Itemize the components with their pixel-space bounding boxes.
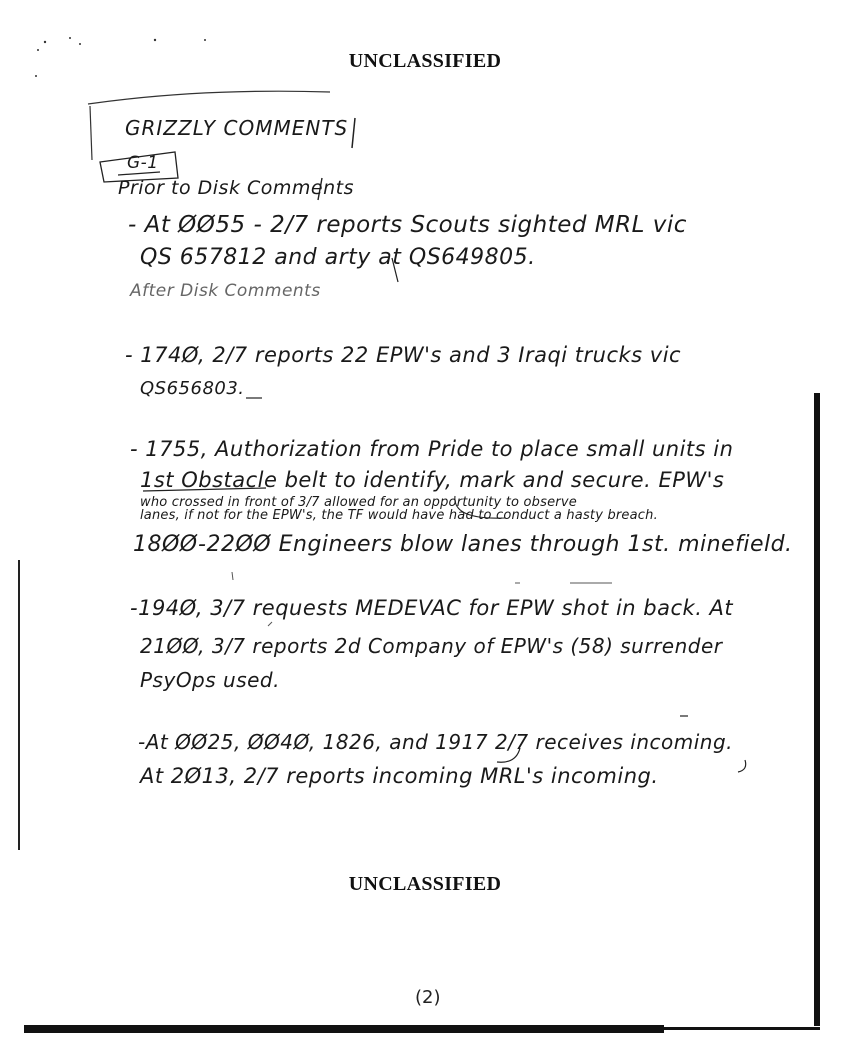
entry-2-line-2: QS656803.	[140, 378, 245, 399]
entry-2-line-1: - 174Ø, 2/7 reports 22 EPW's and 3 Iraqi trucks vic	[125, 343, 682, 367]
bottom-border-line	[24, 1025, 664, 1033]
bottom-border-line-right	[664, 1027, 820, 1030]
prior-comments-label: Prior to Disk Comments	[118, 177, 354, 199]
section-label: G-1	[127, 153, 159, 173]
incoming-bracket-2	[738, 760, 746, 772]
entry-5-line-1: -194Ø, 3/7 requests MEDEVAC for EPW shot in back. At	[130, 596, 734, 620]
entry-4-line-1: 18ØØ-22ØØ Engineers blow lanes through 1st. minefield.	[133, 532, 793, 557]
speck	[44, 41, 46, 43]
heading-box-left	[90, 106, 92, 160]
entry-5-line-3: PsyOps used.	[140, 668, 280, 692]
entry-3-line-3: who crossed in front of 3/7 allowed for an opportunity to observe	[140, 495, 577, 510]
entry-6-line-1: -At ØØ25, ØØ4Ø, 1826, and 1917 2/7 receives incoming.	[138, 730, 734, 754]
classification-footer: UNCLASSIFIED	[348, 873, 502, 895]
speck	[79, 43, 81, 45]
tick-mark	[232, 572, 233, 580]
heading-box-top	[88, 91, 330, 104]
speck	[154, 39, 156, 41]
right-border-line	[814, 393, 820, 1026]
speck	[69, 37, 71, 39]
entry-1-line-2: QS 657812 and arty at QS649805.	[140, 245, 536, 270]
tick-mark	[268, 622, 272, 626]
after-comments-label: After Disk Comments	[130, 281, 321, 301]
speck	[35, 75, 37, 77]
entry-3-line-1: - 1755, Authorization from Pride to place small units in	[130, 437, 734, 461]
left-border-line	[18, 560, 20, 850]
entry-1-line-1: - At ØØ55 - 2/7 reports Scouts sighted MRL vic	[128, 212, 687, 238]
entry-3-line-2: 1st Obstacle belt to identify, mark and secure. EPW's	[140, 468, 725, 492]
page-number: (2)	[415, 987, 441, 1008]
speck	[204, 39, 206, 41]
entry-3-line-4: lanes, if not for the EPW's, the TF would have had to conduct a hasty breach.	[140, 508, 658, 523]
entry-5-line-2: 21ØØ, 3/7 reports 2d Company of EPW's (58) surrender	[140, 634, 723, 658]
entry-6-line-2: At 2Ø13, 2/7 reports incoming MRL's incoming.	[140, 764, 659, 788]
classification-header: UNCLASSIFIED	[348, 50, 502, 72]
heading-slash	[352, 118, 355, 148]
notes-heading: GRIZZLY COMMENTS	[125, 116, 349, 140]
